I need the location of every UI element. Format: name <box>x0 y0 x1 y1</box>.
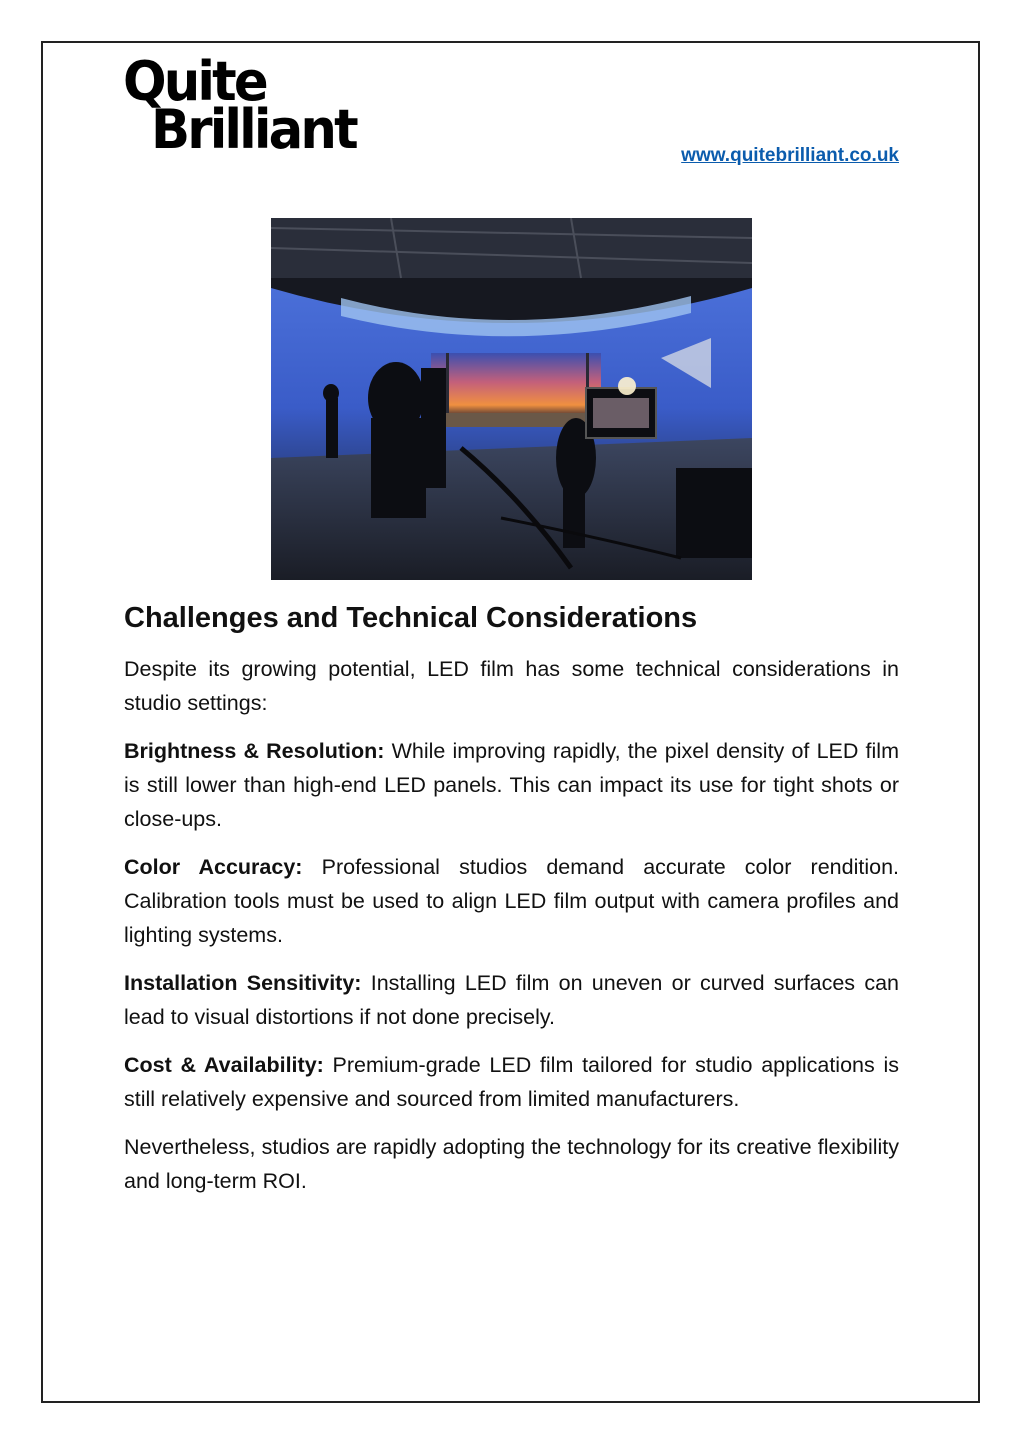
item-text: Premium-grade LED film tailored for studio applications is still relatively expensive and sourced from limited manufacturers. <box>124 1053 899 1111</box>
item-label: Color Accuracy: <box>124 855 303 879</box>
studio-photo <box>271 218 752 580</box>
item-text: Professional studios demand accurate color rendition. Calibration tools must be used to align LED film output with camera profiles and lighting systems. <box>124 855 900 947</box>
item-cost <box>124 1048 899 1116</box>
section-title: Challenges and Technical Considerations <box>124 602 698 634</box>
intro-paragraph: Despite its growing potential, LED film has some technical considerations in studio settings: <box>124 657 899 715</box>
item-text: Installing LED film on uneven or curved surfaces can lead to visual distortions if not done precisely. <box>124 971 899 1029</box>
item-brightness <box>124 734 899 836</box>
item-color-accuracy <box>124 850 899 952</box>
item-label: Cost & Availability: <box>124 1053 324 1077</box>
item-label: Brightness & Resolution: <box>124 739 385 763</box>
item-installation <box>124 966 899 1034</box>
conclusion-paragraph: Nevertheless, studios are rapidly adopting the technology for its creative flexibility and long-term ROI. <box>124 1135 899 1193</box>
item-text: While improving rapidly, the pixel density of LED film is still lower than high-end LED panels. This can impact its use for tight shots or close-ups. <box>124 739 899 831</box>
item-label: Installation Sensitivity: <box>124 971 362 995</box>
company-logo <box>123 50 368 166</box>
logo-line-1: Quite <box>123 50 266 113</box>
article-body <box>124 598 899 1212</box>
logo-line-2: Brilliant <box>151 98 356 161</box>
website-link[interactable]: www.quitebrilliant.co.uk <box>681 145 899 166</box>
